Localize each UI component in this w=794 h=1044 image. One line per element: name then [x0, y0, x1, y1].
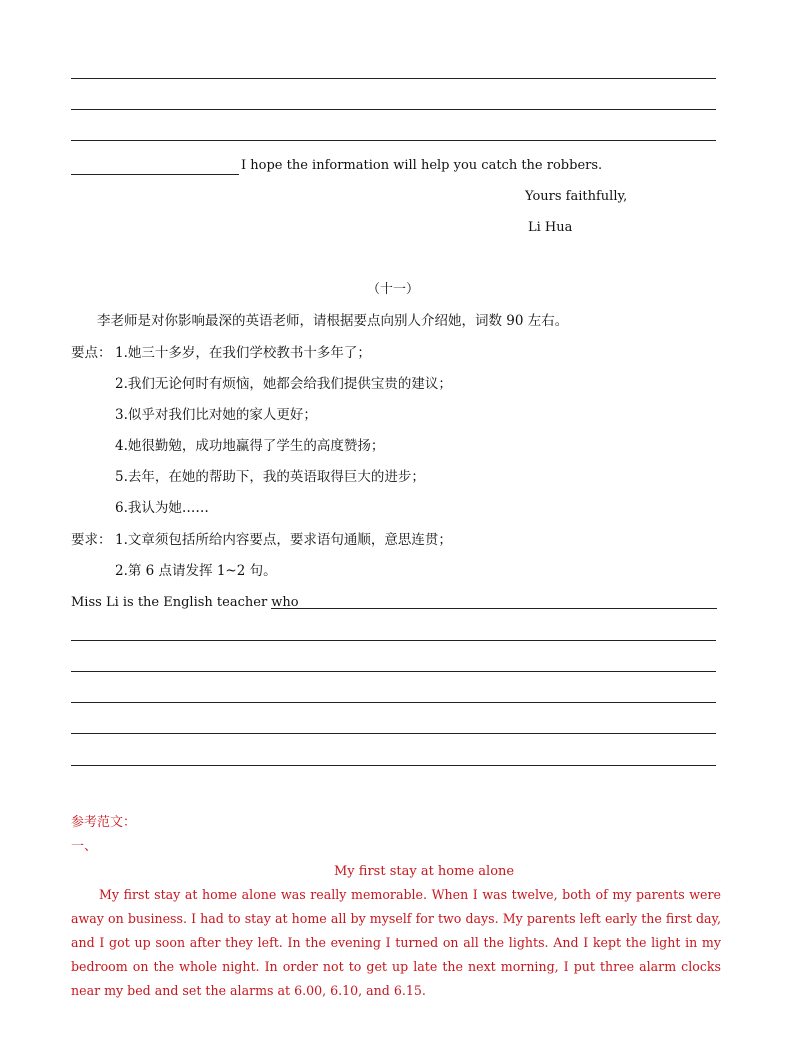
essay-starter: Miss Li is the English teacher who — [71, 595, 299, 610]
reference-number: 一、 — [71, 839, 98, 854]
writing-line — [71, 78, 716, 79]
point-1: 1.她三十多岁，在我们学校教书十多年了； — [115, 345, 371, 361]
writing-line — [71, 109, 716, 110]
points-label: 要点： — [71, 345, 112, 361]
point-5: 5.去年，在她的帮助下，我的英语取得巨大的进步； — [115, 469, 425, 485]
section-title: （十一） — [367, 282, 420, 297]
point-4: 4.她很勤勉，成功地赢得了学生的高度赞扬； — [115, 438, 385, 454]
point-2: 2.我们无论何时有烦恼，她都会给我们提供宝贵的建议； — [115, 376, 452, 392]
reference-heading: 参考范文： — [71, 815, 137, 830]
point-6: 6.我认为她…… — [115, 500, 209, 516]
requirements-label: 要求： — [71, 532, 112, 548]
essay-title: My first stay at home alone — [334, 864, 515, 879]
letter-signoff: Yours faithfully, — [525, 189, 628, 204]
writing-line — [71, 702, 716, 703]
writing-line — [71, 733, 716, 734]
letter-signature: Li Hua — [528, 220, 573, 235]
writing-line — [71, 765, 716, 766]
writing-line — [71, 640, 716, 641]
requirement-2: 2.第 6 点请发挥 1~2 句。 — [115, 563, 277, 579]
requirement-1: 1.文章须包括所给内容要点，要求语句通顺，意思连贯； — [115, 532, 452, 548]
writing-line-short — [71, 174, 239, 175]
point-3: 3.似乎对我们比对她的家人更好； — [115, 407, 317, 423]
writing-line — [271, 608, 717, 609]
task-intro: 李老师是对你影响最深的英语老师，请根据要点向别人介绍她，词数 90 左右。 — [97, 313, 569, 329]
letter-closing-line: I hope the information will help you catch the robbers. — [241, 158, 603, 173]
essay-paragraph: My first stay at home alone was really memorable. When I was twelve, both of my parents were away on business. I had to stay at home all by myself for two days. My parents left early the first day, and I got up soon after they left. In the evening I turned on all the lights. And I kept the light in my bedroom on the whole night. In order not to get up late the next morning, I put three alarm clocks near my bed and set the alarms at 6.00, 6.10, and 6.15. — [71, 887, 721, 998]
writing-line — [71, 140, 716, 141]
writing-line — [71, 671, 716, 672]
